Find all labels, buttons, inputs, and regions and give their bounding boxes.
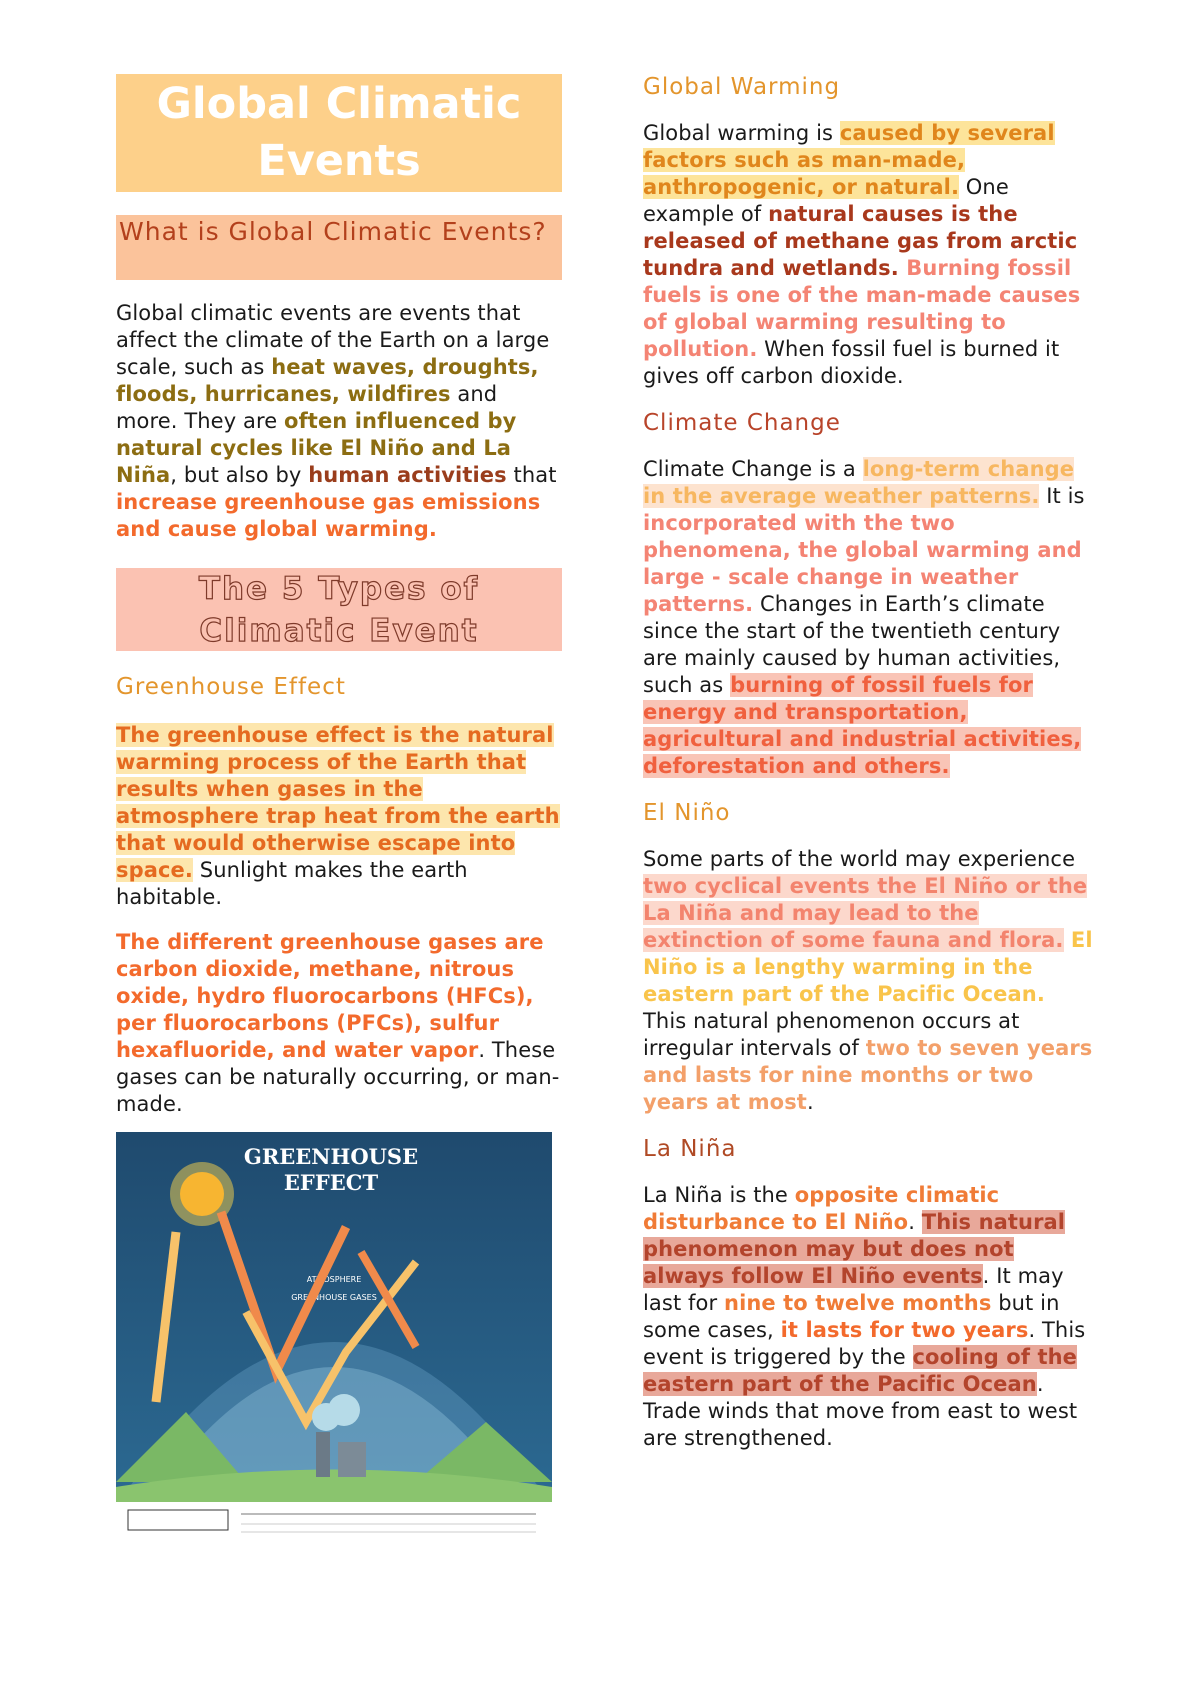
what-heading: What is Global Climatic Events? <box>116 215 562 280</box>
text: Some parts of the world may experience <box>643 847 1076 871</box>
text-highlight: caused by several factors such as man-made, anthropogenic, or natural. <box>643 121 1055 199</box>
text: . <box>806 1090 814 1114</box>
greenhouse-gases-label: GREENHOUSE GASES <box>291 1293 377 1302</box>
text: It is <box>1039 484 1085 508</box>
text-highlight: El Niño is a lengthy warming in the eastern part of the Pacific Ocean. <box>643 928 1093 1006</box>
text-highlight: human activities <box>308 463 507 487</box>
text: . It may last for <box>643 1264 1064 1315</box>
text-highlight: two cyclical events the El Niño or the La Niña and may lead to the extinction of some fauna and flora. <box>643 874 1088 952</box>
el-nino-heading: El Niño <box>643 800 731 826</box>
text: This natural phenomenon occurs at irregular intervals of <box>643 1009 1020 1060</box>
text-highlight: incorporated with the two phenomena, the global warming and large - scale change in weather patterns. <box>643 511 1082 616</box>
infographic-legend <box>116 1502 552 1542</box>
text: but in some cases, <box>643 1291 1060 1342</box>
text-highlight: two to seven years and lasts for nine months or two years at most <box>643 1036 1093 1114</box>
text-highlight: burning of fossil fuels for energy and transportation, agricultural and industrial activities, deforestation and others. <box>643 673 1082 778</box>
types-heading: The 5 Types of Climatic Event <box>116 568 562 651</box>
greenhouse-paragraph-2 <box>116 929 562 1118</box>
text: . Trade winds that move from east to west are strengthened. <box>643 1372 1078 1450</box>
text: . This event is triggered by the <box>643 1318 1086 1369</box>
climate-change-heading: Climate Change <box>643 410 841 436</box>
page-title: Global Climatic Events <box>116 74 562 192</box>
global-warming-heading: Global Warming <box>643 74 841 100</box>
text-highlight: opposite climatic disturbance to El Niño <box>643 1183 1000 1234</box>
text: When fossil fuel is burned it gives off carbon dioxide. <box>643 337 1060 388</box>
text: La Niña is the <box>643 1183 795 1207</box>
text-highlight: The different greenhouse gases are carbon dioxide, methane, nitrous oxide, hydro fluorocarbons (HFCs), per fluorocarbons (PFCs), sulfur hexafluoride, and water vapor <box>116 930 544 1062</box>
text: Changes in Earth’s climate since the start of the twentieth century are mainly caused by human activities, such as <box>643 592 1061 697</box>
greenhouse-infographic <box>116 1132 552 1542</box>
text-highlight: often influenced by natural cycles like El Niño and La Niña <box>116 409 517 487</box>
greenhouse-paragraph-1 <box>116 722 562 911</box>
infographic-title-1: GREENHOUSE <box>243 1144 419 1169</box>
text-highlight: cooling of the eastern part of the Pacific Ocean <box>643 1345 1077 1396</box>
text: Global climatic events are events that affect the climate of the Earth on a large scale, such as <box>116 301 550 379</box>
la-nina-paragraph <box>643 1182 1093 1452</box>
text-highlight: The greenhouse effect is the natural warming process of the Earth that results when gases in the atmosphere trap heat from the earth that would otherwise escape into space. <box>116 723 560 882</box>
greenhouse-heading: Greenhouse Effect <box>116 674 346 700</box>
text-highlight: nine to twelve months <box>724 1291 992 1315</box>
text: and more. They are <box>116 382 498 433</box>
text-highlight: it lasts for two years <box>780 1318 1029 1342</box>
text-highlight: This natural phenomenon may but does not always follow El Niño events <box>643 1210 1066 1288</box>
text: . These gases can be naturally occurring, or man-made. <box>116 1038 560 1116</box>
text: , but also by <box>170 463 309 487</box>
atmosphere-label: ATMOSPHERE <box>306 1275 362 1284</box>
text-highlight: long-term change in the average weather patterns. <box>643 457 1075 508</box>
text: Global warming is <box>643 121 840 145</box>
smoke-cloud <box>328 1394 360 1426</box>
left-column <box>116 74 562 1542</box>
text: that <box>506 463 557 487</box>
text: . <box>908 1210 922 1234</box>
text: Climate Change is a <box>643 457 863 481</box>
text-highlight: Burning fossil fuels is one of the man-made causes of global warming resulting to pollution. <box>643 256 1081 361</box>
el-nino-paragraph <box>643 846 1093 1116</box>
la-nina-heading: La Niña <box>643 1136 737 1162</box>
text: Sunlight makes the earth habitable. <box>116 858 468 909</box>
infographic-title-2: EFFECT <box>283 1170 379 1195</box>
text-highlight: heat waves, droughts, floods, hurricanes, wildfires <box>116 355 539 406</box>
what-paragraph <box>116 300 562 543</box>
global-warming-paragraph <box>643 120 1093 390</box>
factory <box>338 1442 366 1477</box>
chimney <box>316 1432 330 1477</box>
right-column <box>643 72 1093 1452</box>
text: One example of <box>643 175 1009 226</box>
text-highlight: increase greenhouse gas emissions and cause global warming. <box>116 490 541 541</box>
text-highlight: natural causes is the released of methane gas from arctic tundra and wetlands. <box>643 202 1078 280</box>
climate-change-paragraph <box>643 456 1093 780</box>
